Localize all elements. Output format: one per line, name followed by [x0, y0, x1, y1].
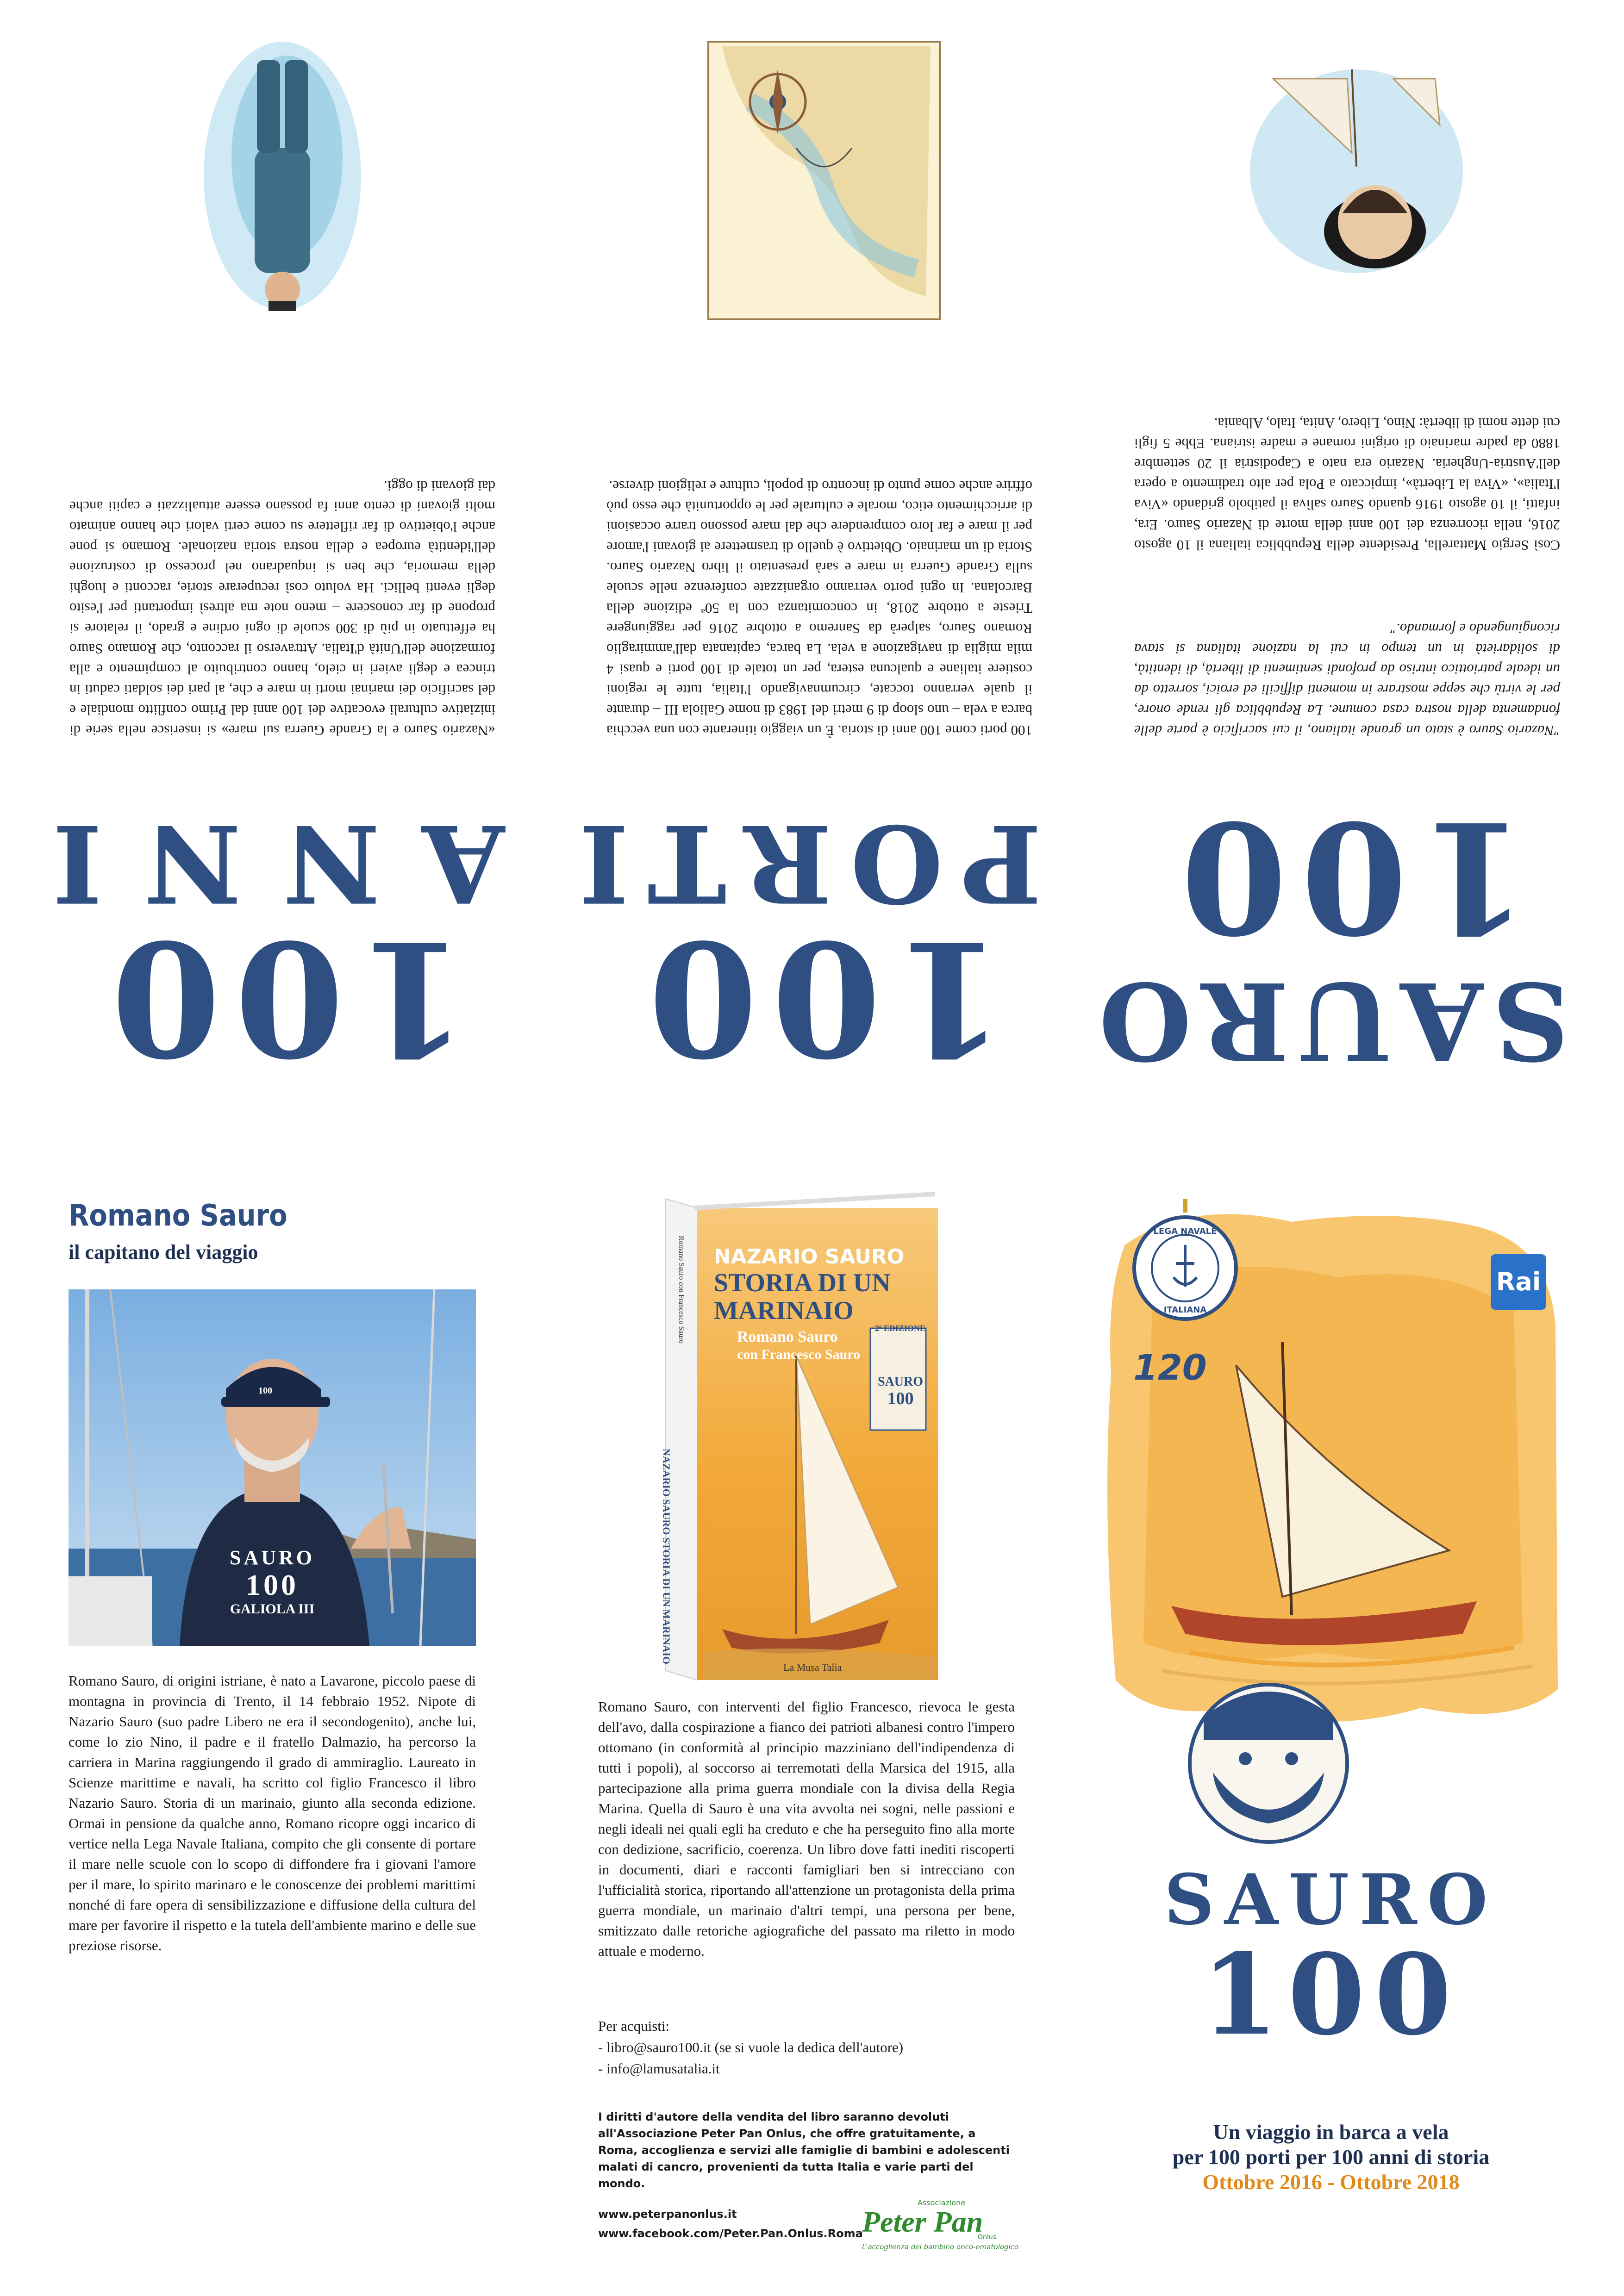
heading-100: 100 [634, 905, 1005, 1090]
heading-porti: PORTI [560, 801, 1042, 926]
top-right-quote: "Nazario Sauro è stato un grande italiano, il cui sacrificio è parte delle fondamenta della nostra casa comune. La Repubblica gli rende onore, per le virtù che seppe mostrare in momenti difficili ed eroici, sorretto da un ideale patriottico intriso da profondi sentimenti di libertà, di identità, di solidarietà in un tempo in cui la nazione italiana si stava ricongiungendo e formando." [1134, 620, 1560, 739]
diver-soldier-illustration [199, 28, 366, 324]
panel-subtitle: il capitano del viaggio [69, 1241, 258, 1263]
cover-dates: Ottobre 2016 - Ottobre 2018 [1202, 2170, 1460, 2194]
peterpan-assoc: Associazione [918, 2198, 966, 2207]
book-spine-title: NAZARIO SAURO STORIA DI UN MARINAIO [661, 1449, 672, 1664]
peterpan-link[interactable]: www.peterpanonlus.it [598, 2208, 737, 2221]
lega-navale-text-1: LEGA NAVALE [1153, 1226, 1217, 1236]
book-badge-sauro: SAURO [877, 1375, 923, 1389]
top-center-body: 100 porti come 100 anni di storia. È un viaggio itinerante con una vecchia barca a vela – uno sloop di 9 metri del 1983 di nome Galiola III – durante il quale verranno toccate, circumnavigando l'Italia, tutte le regioni costiere italiane e qualcuna estera, per un totale di 100 porti e quasi 4 mila miglia di navigazione a vela. La barca, capitanata dall'ammiraglio Romano Sauro, salperà da Sanremo a ottobre 2016 per raggiungere Trieste a ottobre 2018, in concomitanza con la 50ª edizione della Barcolana. In ogni porto verranno organizzate conferenze nelle scuole sulla Grande Guerra in mare e sarà presentato il libro Nazario Sauro. Storia di un marinaio. Obiettivo è quello di trasmettere ai giovani l'amore per il mare e far loro comprendere che dal mare possono trarre occasioni di arricchimento etico, morale e culturale per le opportunità che esso può offrire anche come punto di incontro di popoli, culture e religioni diverse. [606, 478, 1032, 739]
heading-anni: ANNI [11, 801, 505, 926]
sauro-portrait-sail-illustration [1245, 60, 1468, 319]
bottom-left-panel [69, 1189, 476, 2254]
heading-100: 100 [1167, 787, 1528, 967]
heading-100: 100 [97, 905, 468, 1090]
purchase-email-book[interactable]: - libro@sauro100.it (se si vuole la dedica dell'autore) [598, 2039, 904, 2055]
peterpan-onlus: Onlus [978, 2234, 996, 2241]
lega-navale-text-2: ITALIANA [1163, 1305, 1207, 1315]
top-left-panel [11, 0, 505, 1157]
book-authors-2: con Francesco Sauro [737, 1347, 861, 1362]
top-right-panel [1089, 0, 1569, 1157]
top-right-body: Così Sergio Mattarella, Presidente della Repubblica italiana il 10 agosto 2016, nella ricorrenza dei 100 anni della morte di Nazario Sauro. Era, infatti, il 10 agosto 1916 quando Sauro salìva il patibolo gridando «Viva l'Italia», «Viva la Libertà», impiccato a Pola per alto tradimento a opera dell'Austria-Ungheria. Nazario era nato a Capodistria il 20 settembre 1880 da padre marinaio di origini romane e madre istriana. Ebbe 5 figli cui dette nomi di libertà: Nino, Libero, Anita, Italo, Albania. [1134, 415, 1560, 554]
facebook-link[interactable]: www.facebook.com/Peter.Pan.Onlus.Roma [598, 2227, 863, 2240]
peterpan-logo [862, 2198, 1018, 2254]
top-center-panel [560, 0, 1042, 1157]
purchase-email-info[interactable]: - info@lamusatalia.it [598, 2060, 720, 2077]
book-title-3: MARINAIO [714, 1296, 854, 1325]
rai-logo [1491, 1254, 1546, 1310]
bottom-center-body: Romano Sauro, con interventi del figlio Francesco, rievoca le gesta dell'avo, dalla cospirazione a fianco dei patrioti albanesi contro l'impero ottomano (in conformità al principio mazziniano dell'indipendenza di tutti i popoli), al soccorso ai terremotati della Marsica del 1915, alla partecipazione alla prima guerra mondiale con la divisa della Regia Marina. Quella di Sauro è una vita avvolta nei sogni, nelle passioni e negli ideali nei quali egli ha creduto e che ha perseguito fino alla morte con dedizione, sacrificio, coerenza. Un libro dove fatti inediti riscoperti in documenti, diari e racconti famigliari ben si intrecciano con l'ufficialità storica, riportando all'attenzione un protagonista della prima guerra mondiale, un marinaio d'altri tempi, una persona per bene, smitizzato dalle retoriche agiografiche del passato ma riletto in modo attuale e moderno. [598, 1699, 1015, 1960]
charity-note: I diritti d'autore della vendita del libro saranno devoluti all'Associazione Peter Pan Onlus, che offre gratuitamente, a Roma, accoglienza e servizi alle famiglie di bambini e adolescenti malati di cancro, provenienti da tutta Italia e varie parti del mondo. [598, 2110, 1010, 2190]
book-authors-1: Romano Sauro [737, 1328, 838, 1345]
cover-title-sauro: SAURO [1164, 1859, 1498, 1941]
cover-tagline-1: Un viaggio in barca a vela [1213, 2120, 1449, 2144]
book-title-2: STORIA DI UN [714, 1269, 891, 1297]
bottom-center-panel [598, 1189, 1018, 2277]
panel-title: Romano Sauro [69, 1199, 287, 1233]
photo-shirt-sauro: SAURO [229, 1546, 315, 1569]
cover-title-100: 100 [1201, 1929, 1461, 2060]
peterpan-tagline: L'accoglienza del bambino onco-ematologico [862, 2243, 1018, 2251]
book-title-1: NAZARIO SAURO [714, 1245, 905, 1269]
book-publisher: La Musa Talìa [783, 1661, 842, 1673]
bottom-right-panel [1097, 1189, 1565, 2268]
purchase-label: Per acquisti: [598, 2018, 670, 2034]
bottom-left-body: Romano Sauro, di origini istriane, è nato a Lavarone, piccolo paese di montagna in provincia di Trento, il 14 febbraio 1952. Nipote di Nazario Sauro (suo padre Libero ne era il secondogenito), anche lui, come lo zio Nino, il padre e il fratello Dalmazio, ha percorso la carriera in Marina raggiungendo il grado di ammiraglio. Laureato in Scienze marittime e navali, ha scritto col figlio Francesco il libro Nazario Sauro. Storia di un marinaio, giunto alla seconda edizione. Ormai in pensione da qualche anno, Romano ricopre oggi incarico di vertice nella Lega Navale Italiana, compito che gli consente di portare il mare nelle scuole con lo scopo di diffondere fra i giovani l'amore per il mare, lo spirito marinaro e le conoscenze dei problemi marittimi nonché di fare opera di sensibilizzazione e diffusione della cultura del mare per favorire il rispetto e la tutela dell'ambiente marino e delle sue preziose risorse. [69, 1673, 476, 1954]
heading-sauro: SAURO [1089, 958, 1569, 1083]
top-left-body: «Nazario Sauro e la Grande Guerra sul mare» si inserisce nella serie di iniziative culturali evocative dei 100 anni dal Primo conflitto mondiale e del sacrificio dei marinai morti in mare e che, al pari dei soldati caduti in trincea e degli avieri in cielo, hanno contribuito al compimento e alla formazione dell'Unità d'Italia. Attraverso il racconto, che Romano Sauro ha effettuato in più di 300 scuole di ogni ordine e grado, il relatore si propone di far conoscere – meno note ma altresì importanti per l'esito degli eventi bellici. Ha voluto così recuperare storie, racconti e luoghi della memoria, che ben si inquadrano nel processo di costruzione dell'identità europea e della nostra storia nazionale. Romano si pone anche l'obiettivo di far riflettere su come certi valori che hanno animato molti giovani di cento anni fa possano essere attualizzati e capiti anche dai giovani di oggi. [69, 478, 495, 739]
book-edition: 2ª EDIZIONE [875, 1324, 925, 1333]
rai-logo-text: Rai [1496, 1267, 1541, 1296]
nautical-map-illustration [704, 37, 944, 324]
photo-hat-text: 100 [258, 1386, 272, 1396]
photo-shirt-galiola: GALIOLA III [230, 1601, 315, 1617]
anniversary-badge: 120 [1133, 1347, 1207, 1388]
cover-tagline-2: per 100 porti per 100 anni di storia [1172, 2145, 1490, 2169]
book-badge-100: 100 [887, 1389, 914, 1408]
photo-shirt-100: 100 [246, 1568, 299, 1601]
book-spine-authors: Romano Sauro con Francesco Sauro [677, 1236, 685, 1344]
peterpan-name: Peter Pan [862, 2205, 983, 2238]
